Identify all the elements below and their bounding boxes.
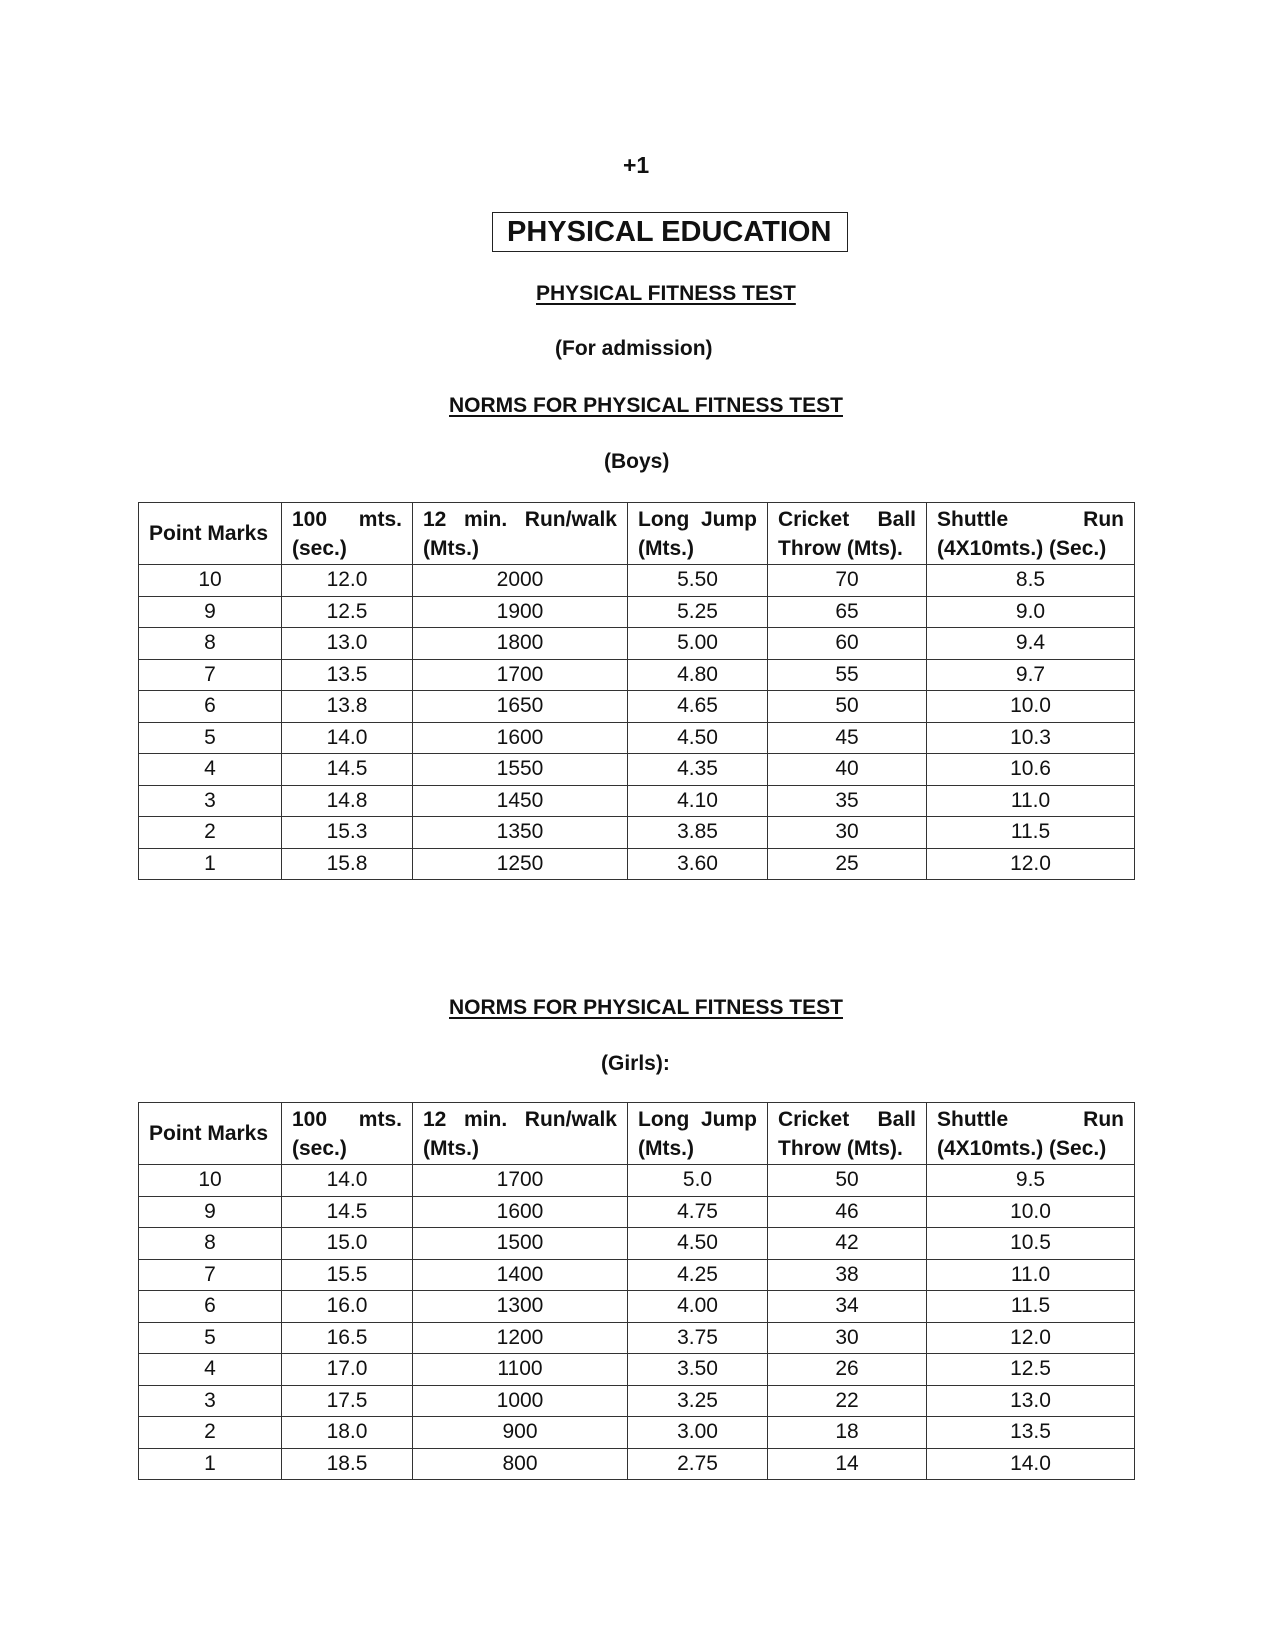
table-cell: 1400: [413, 1259, 628, 1291]
table-row: [139, 817, 1135, 849]
column-header: Point Marks: [139, 503, 282, 565]
table-cell: 26: [768, 1354, 927, 1386]
table-cell: 15.8: [282, 848, 413, 880]
table-cell: 9.7: [927, 659, 1135, 691]
table-row: [139, 691, 1135, 723]
table-cell: 14.8: [282, 785, 413, 817]
table-cell: 14.0: [927, 1448, 1135, 1480]
table-row: [139, 754, 1135, 786]
table-cell: 10: [139, 565, 282, 597]
table-cell: 10.5: [927, 1228, 1135, 1260]
column-header: 100 mts. (sec.): [282, 503, 413, 565]
table-cell: 65: [768, 596, 927, 628]
table-cell: 40: [768, 754, 927, 786]
table-cell: 70: [768, 565, 927, 597]
table-cell: 4.25: [628, 1259, 768, 1291]
table-cell: 1650: [413, 691, 628, 723]
table-cell: 5: [139, 1322, 282, 1354]
table-cell: 1600: [413, 1196, 628, 1228]
table-cell: 2: [139, 1417, 282, 1449]
table-cell: 3: [139, 1385, 282, 1417]
grade-label: +1: [623, 152, 650, 178]
table-cell: 3.50: [628, 1354, 768, 1386]
table-cell: 3.00: [628, 1417, 768, 1449]
boys-norms-table: [138, 502, 1135, 880]
column-header: 100 mts. (sec.): [282, 1103, 413, 1165]
table-cell: 30: [768, 817, 927, 849]
column-header: Shuttle Run (4X10mts.) (Sec.): [927, 503, 1135, 565]
girls-group-label: (Girls):: [601, 1052, 670, 1075]
table-row: [139, 1196, 1135, 1228]
table-cell: 13.5: [282, 659, 413, 691]
table-cell: 6: [139, 1291, 282, 1323]
table-row: [139, 659, 1135, 691]
table-cell: 18: [768, 1417, 927, 1449]
table-cell: 1250: [413, 848, 628, 880]
table-cell: 10: [139, 1165, 282, 1197]
table-cell: 42: [768, 1228, 927, 1260]
table-cell: 2: [139, 817, 282, 849]
table-cell: 8: [139, 1228, 282, 1260]
table-cell: 50: [768, 1165, 927, 1197]
column-header: Cricket Ball Throw (Mts).: [768, 503, 927, 565]
table-cell: 3.85: [628, 817, 768, 849]
table-cell: 900: [413, 1417, 628, 1449]
table-cell: 5.0: [628, 1165, 768, 1197]
table-cell: 8: [139, 628, 282, 660]
table-cell: 3.60: [628, 848, 768, 880]
table-cell: 1900: [413, 596, 628, 628]
boys-group-label: (Boys): [604, 450, 670, 473]
column-header: Shuttle Run (4X10mts.) (Sec.): [927, 1103, 1135, 1165]
table-header-row: [139, 503, 1135, 565]
table-cell: 1350: [413, 817, 628, 849]
table-row: [139, 596, 1135, 628]
table-cell: 2000: [413, 565, 628, 597]
table-cell: 1700: [413, 1165, 628, 1197]
column-header: 12 min. Run/walk (Mts.): [413, 503, 628, 565]
table-cell: 1200: [413, 1322, 628, 1354]
table-row: [139, 1228, 1135, 1260]
table-cell: 22: [768, 1385, 927, 1417]
table-cell: 12.0: [927, 1322, 1135, 1354]
table-cell: 15.5: [282, 1259, 413, 1291]
table-cell: 25: [768, 848, 927, 880]
table-cell: 13.5: [927, 1417, 1135, 1449]
table-cell: 12.0: [282, 565, 413, 597]
table-cell: 16.0: [282, 1291, 413, 1323]
table-cell: 1: [139, 848, 282, 880]
table-row: [139, 1448, 1135, 1480]
table-cell: 4.50: [628, 722, 768, 754]
column-header: 12 min. Run/walk (Mts.): [413, 1103, 628, 1165]
table-cell: 1600: [413, 722, 628, 754]
column-header: Long Jump (Mts.): [628, 503, 768, 565]
table-cell: 11.0: [927, 785, 1135, 817]
subject-title: PHYSICAL EDUCATION: [492, 212, 848, 252]
table-cell: 6: [139, 691, 282, 723]
table-cell: 50: [768, 691, 927, 723]
table-row: [139, 785, 1135, 817]
boys-norms-heading: NORMS FOR PHYSICAL FITNESS TEST: [449, 394, 843, 417]
table-cell: 7: [139, 659, 282, 691]
table-cell: 4.50: [628, 1228, 768, 1260]
purpose-label: (For admission): [555, 337, 713, 360]
table-cell: 1800: [413, 628, 628, 660]
table-cell: 9.0: [927, 596, 1135, 628]
table-row: [139, 565, 1135, 597]
table-row: [139, 1354, 1135, 1386]
girls-norms-table: [138, 1102, 1135, 1480]
table-row: [139, 1385, 1135, 1417]
table-cell: 12.5: [927, 1354, 1135, 1386]
table-row: [139, 722, 1135, 754]
table-cell: 2.75: [628, 1448, 768, 1480]
table-cell: 5.50: [628, 565, 768, 597]
table-cell: 3.25: [628, 1385, 768, 1417]
table-cell: 1500: [413, 1228, 628, 1260]
table-cell: 1300: [413, 1291, 628, 1323]
table-cell: 8.5: [927, 565, 1135, 597]
table-cell: 13.0: [927, 1385, 1135, 1417]
table-cell: 3: [139, 785, 282, 817]
table-cell: 4.35: [628, 754, 768, 786]
table-cell: 12.5: [282, 596, 413, 628]
table-cell: 9.4: [927, 628, 1135, 660]
table-cell: 4.10: [628, 785, 768, 817]
table-cell: 18.0: [282, 1417, 413, 1449]
table-cell: 3.75: [628, 1322, 768, 1354]
table-row: [139, 848, 1135, 880]
table-cell: 38: [768, 1259, 927, 1291]
table-cell: 30: [768, 1322, 927, 1354]
table-row: [139, 628, 1135, 660]
table-row: [139, 1322, 1135, 1354]
table-cell: 7: [139, 1259, 282, 1291]
table-cell: 55: [768, 659, 927, 691]
table-cell: 4: [139, 1354, 282, 1386]
table-cell: 14.5: [282, 1196, 413, 1228]
table-cell: 10.0: [927, 1196, 1135, 1228]
table-cell: 4.75: [628, 1196, 768, 1228]
table-cell: 800: [413, 1448, 628, 1480]
table-cell: 14.5: [282, 754, 413, 786]
table-cell: 17.0: [282, 1354, 413, 1386]
table-row: [139, 1417, 1135, 1449]
table-cell: 4: [139, 754, 282, 786]
table-cell: 9: [139, 1196, 282, 1228]
table-row: [139, 1165, 1135, 1197]
table-cell: 1700: [413, 659, 628, 691]
table-cell: 15.3: [282, 817, 413, 849]
table-cell: 11.0: [927, 1259, 1135, 1291]
table-cell: 16.5: [282, 1322, 413, 1354]
table-cell: 15.0: [282, 1228, 413, 1260]
table-cell: 12.0: [927, 848, 1135, 880]
table-row: [139, 1259, 1135, 1291]
table-cell: 4.00: [628, 1291, 768, 1323]
table-cell: 13.0: [282, 628, 413, 660]
table-header-row: [139, 1103, 1135, 1165]
table-cell: 45: [768, 722, 927, 754]
table-cell: 10.0: [927, 691, 1135, 723]
table-cell: 13.8: [282, 691, 413, 723]
test-title: PHYSICAL FITNESS TEST: [536, 282, 796, 305]
table-cell: 1000: [413, 1385, 628, 1417]
table-cell: 9: [139, 596, 282, 628]
table-cell: 1450: [413, 785, 628, 817]
column-header: Long Jump (Mts.): [628, 1103, 768, 1165]
table-cell: 60: [768, 628, 927, 660]
column-header: Point Marks: [139, 1103, 282, 1165]
table-cell: 11.5: [927, 817, 1135, 849]
table-cell: 14.0: [282, 722, 413, 754]
table-cell: 1: [139, 1448, 282, 1480]
table-cell: 1100: [413, 1354, 628, 1386]
girls-norms-heading: NORMS FOR PHYSICAL FITNESS TEST: [449, 996, 843, 1019]
table-cell: 35: [768, 785, 927, 817]
table-cell: 46: [768, 1196, 927, 1228]
table-cell: 4.65: [628, 691, 768, 723]
table-cell: 5.25: [628, 596, 768, 628]
table-cell: 18.5: [282, 1448, 413, 1480]
table-cell: 34: [768, 1291, 927, 1323]
table-cell: 11.5: [927, 1291, 1135, 1323]
table-cell: 10.6: [927, 754, 1135, 786]
table-cell: 4.80: [628, 659, 768, 691]
table-cell: 14: [768, 1448, 927, 1480]
table-cell: 1550: [413, 754, 628, 786]
table-row: [139, 1291, 1135, 1323]
table-cell: 14.0: [282, 1165, 413, 1197]
table-cell: 5: [139, 722, 282, 754]
table-cell: 10.3: [927, 722, 1135, 754]
table-cell: 17.5: [282, 1385, 413, 1417]
column-header: Cricket Ball Throw (Mts).: [768, 1103, 927, 1165]
table-cell: 5.00: [628, 628, 768, 660]
table-cell: 9.5: [927, 1165, 1135, 1197]
